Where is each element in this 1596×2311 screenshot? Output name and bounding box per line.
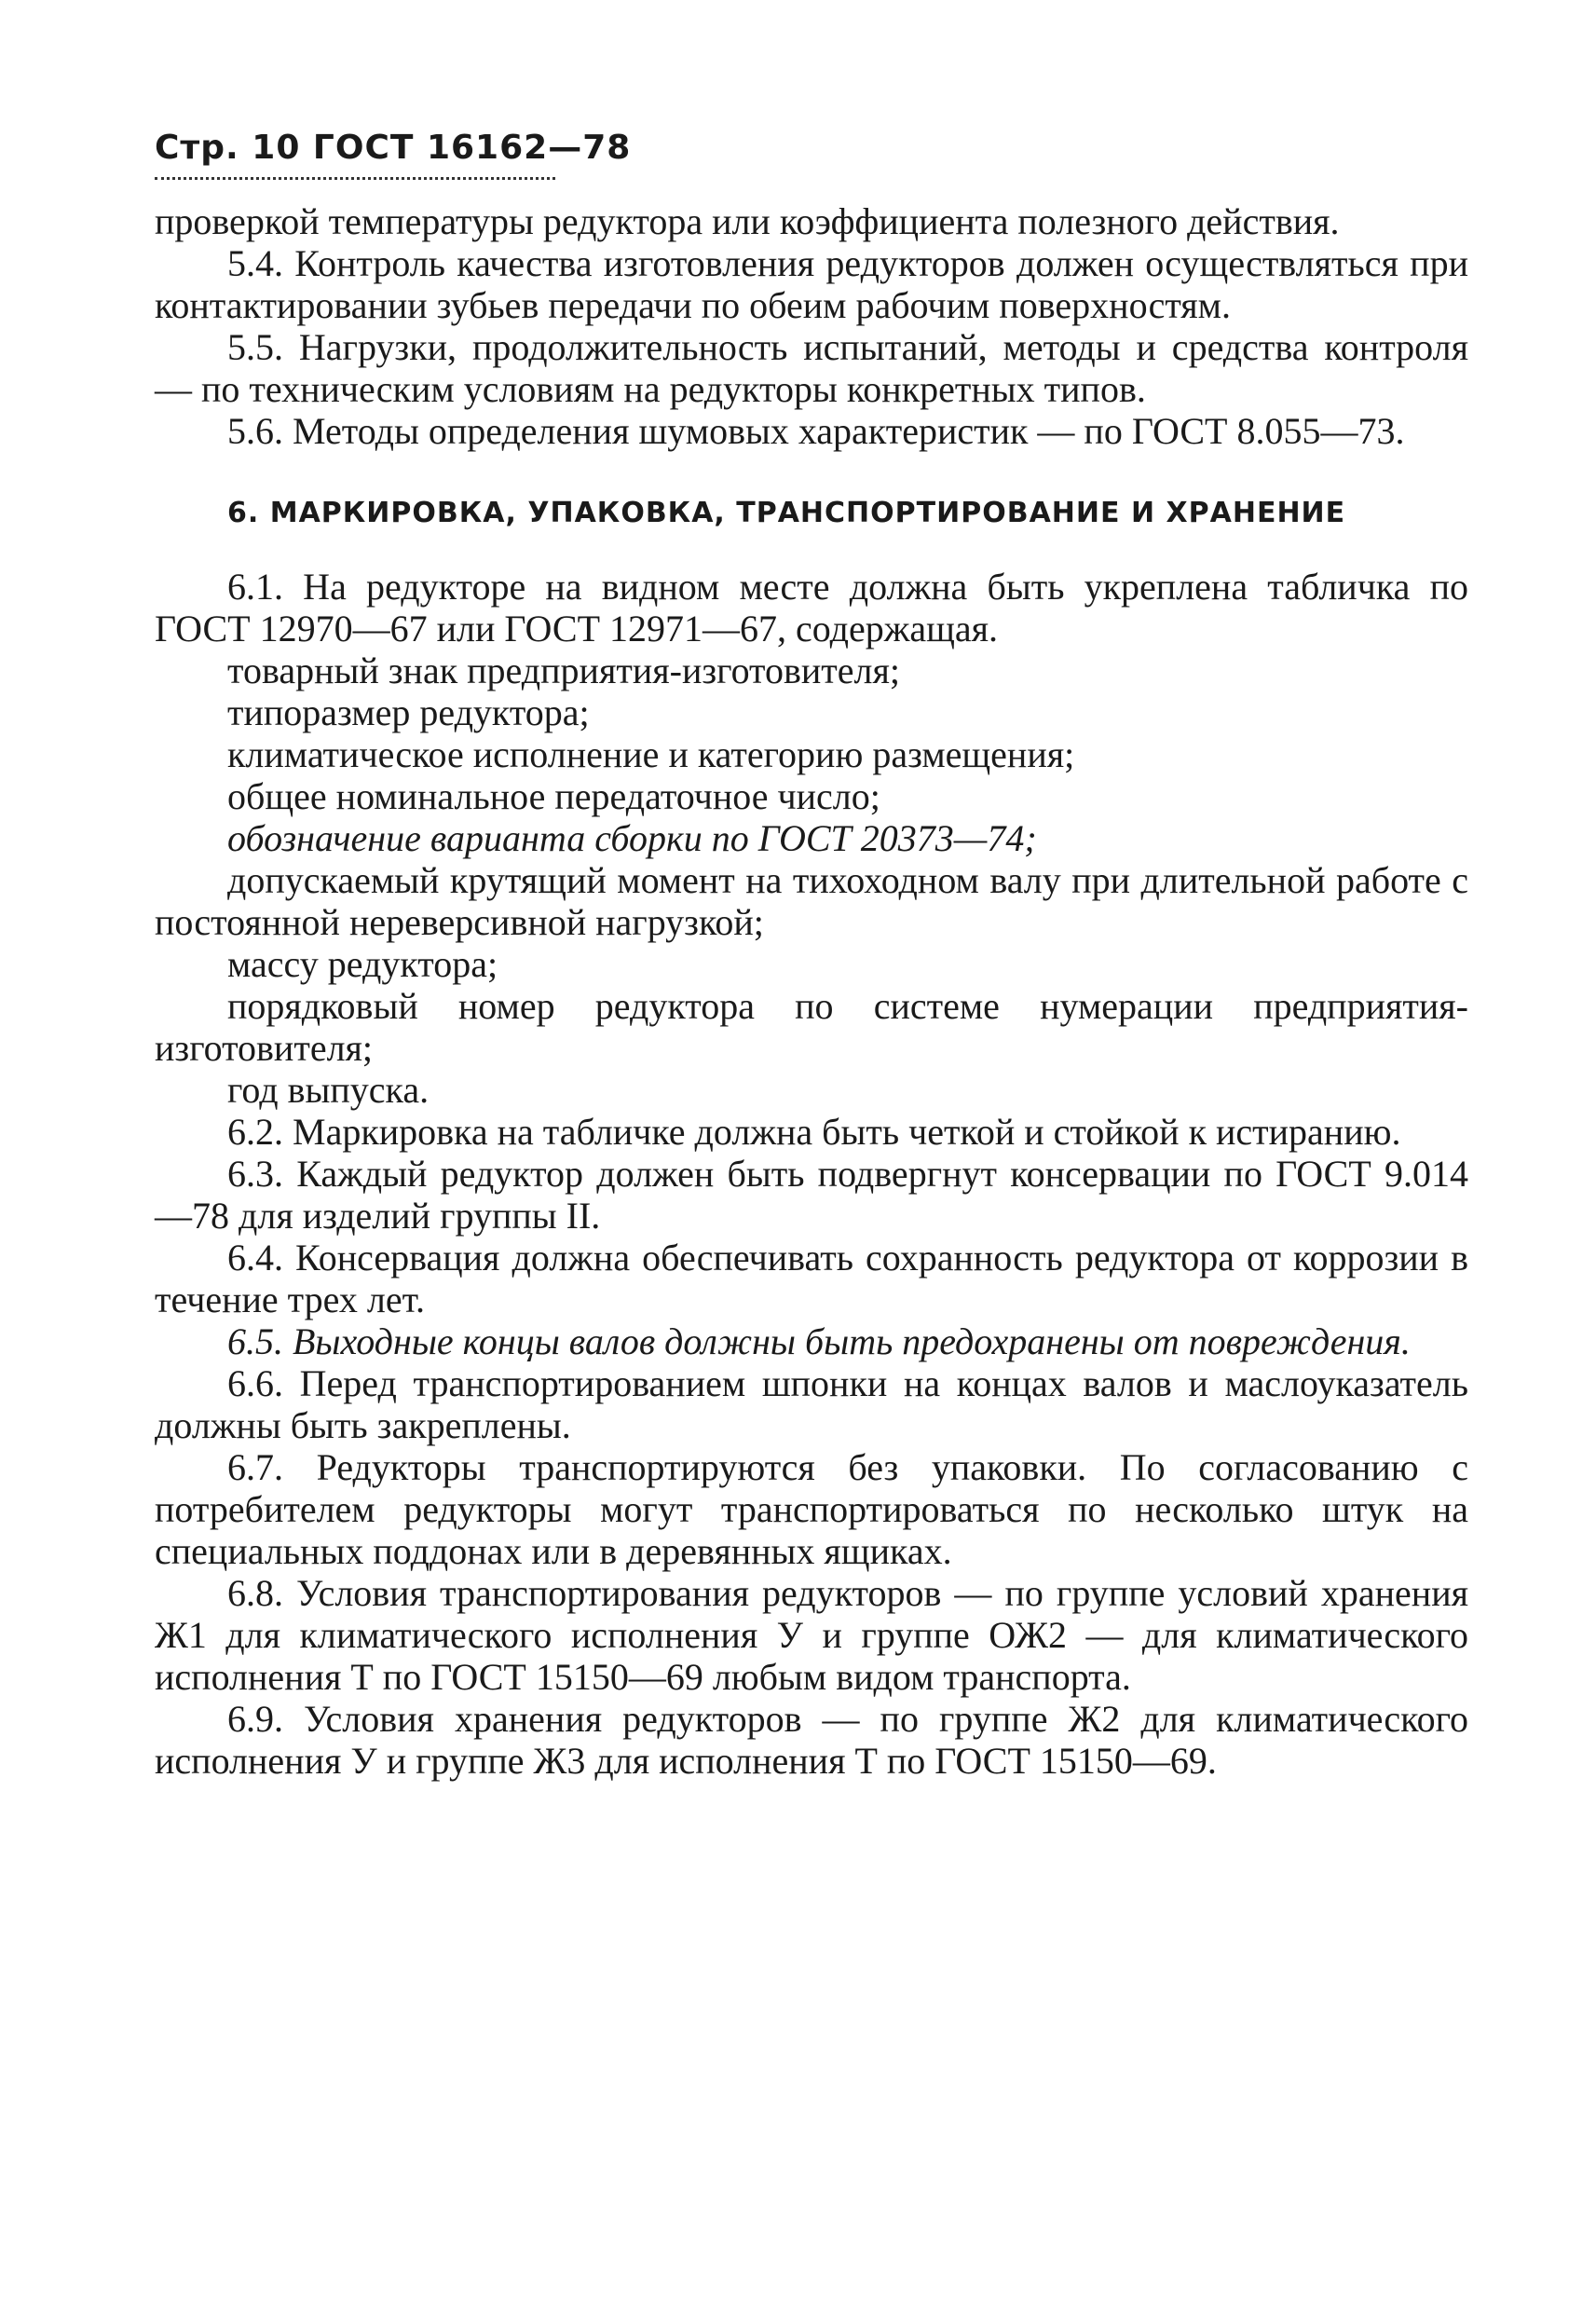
paragraph-6-3: 6.3. Каждый редуктор должен быть подвергнут консервации по ГОСТ 9.014—78 для изделий группы II.: [155, 1153, 1468, 1237]
paragraph-continuation: проверкой температуры редуктора или коэффициента полезного действия.: [155, 200, 1340, 242]
paragraph-6-1: 6.1. На редукторе на видном месте должна быть укреплена табличка по ГОСТ 12970—67 или ГОСТ 12971—67, содержащая.: [155, 566, 1468, 650]
paragraph-6-4: 6.4. Консервация должна обеспечивать сохранность редуктора от коррозии в течение трех лет.: [155, 1237, 1468, 1320]
list-item: типоразмер редуктора;: [227, 691, 590, 733]
header-divider: [155, 177, 555, 180]
marking-list: [155, 650, 1468, 1111]
paragraph-5-4: 5.4. Контроль качества изготовления редукторов должен осуществляться при контактировании зубьев передачи по обеим рабочим поверхностям.: [155, 242, 1468, 326]
list-item: общее номинальное передаточное число;: [227, 775, 880, 817]
paragraph-6-2: 6.2. Маркировка на табличке должна быть четкой и стойкой к истиранию.: [227, 1111, 1401, 1153]
list-item: климатическое исполнение и категорию размещения;: [227, 733, 1075, 775]
document-body: [155, 200, 1468, 1782]
paragraph-5-5: 5.5. Нагрузки, продолжительность испытаний, методы и средства контроля — по техническим условиям на редукторы конкретных типов.: [155, 326, 1468, 410]
list-item: обозначение варианта сборки по ГОСТ 20373—74;: [227, 817, 1037, 859]
page-header: Стр. 10 ГОСТ 16162—78: [155, 129, 632, 167]
paragraph-6-6: 6.6. Перед транспортированием шпонки на концах валов и маслоуказатель должны быть закреплены.: [155, 1362, 1468, 1446]
list-item: товарный знак предприятия-изготовителя;: [227, 650, 900, 691]
paragraph-6-5: 6.5. Выходные концы валов должны быть предохранены от повреждения.: [227, 1320, 1411, 1362]
section-heading: 6. МАРКИРОВКА, УПАКОВКА, ТРАНСПОРТИРОВАНИЕ И ХРАНЕНИЕ: [227, 497, 1346, 529]
list-item: год выпуска.: [227, 1069, 430, 1111]
paragraph-6-9: 6.9. Условия хранения редукторов — по группе Ж2 для климатического исполнения У и группе Ж3 для исполнения Т по ГОСТ 15150—69.: [155, 1698, 1468, 1782]
list-item: порядковый номер редуктора по системе нумерации предприятия-изготовителя;: [155, 985, 1468, 1069]
paragraph-5-6: 5.6. Методы определения шумовых характеристик — по ГОСТ 8.055—73.: [227, 410, 1405, 452]
list-item: допускаемый крутящий момент на тихоходном валу при длительной работе с постоянной нереверсивной нагрузкой;: [155, 859, 1468, 943]
paragraph-6-8: 6.8. Условия транспортирования редукторов — по группе условий хранения Ж1 для климатического исполнения У и группе ОЖ2 — для климатического исполнения Т по ГОСТ 15150—69 любым видом транспорта.: [155, 1572, 1468, 1698]
list-item: массу редуктора;: [227, 943, 498, 985]
paragraph-6-7: 6.7. Редукторы транспортируются без упаковки. По согласованию с потребителем редукторы могут транспортироваться по несколько штук на специальных поддонах или в деревянных ящиках.: [155, 1446, 1468, 1572]
